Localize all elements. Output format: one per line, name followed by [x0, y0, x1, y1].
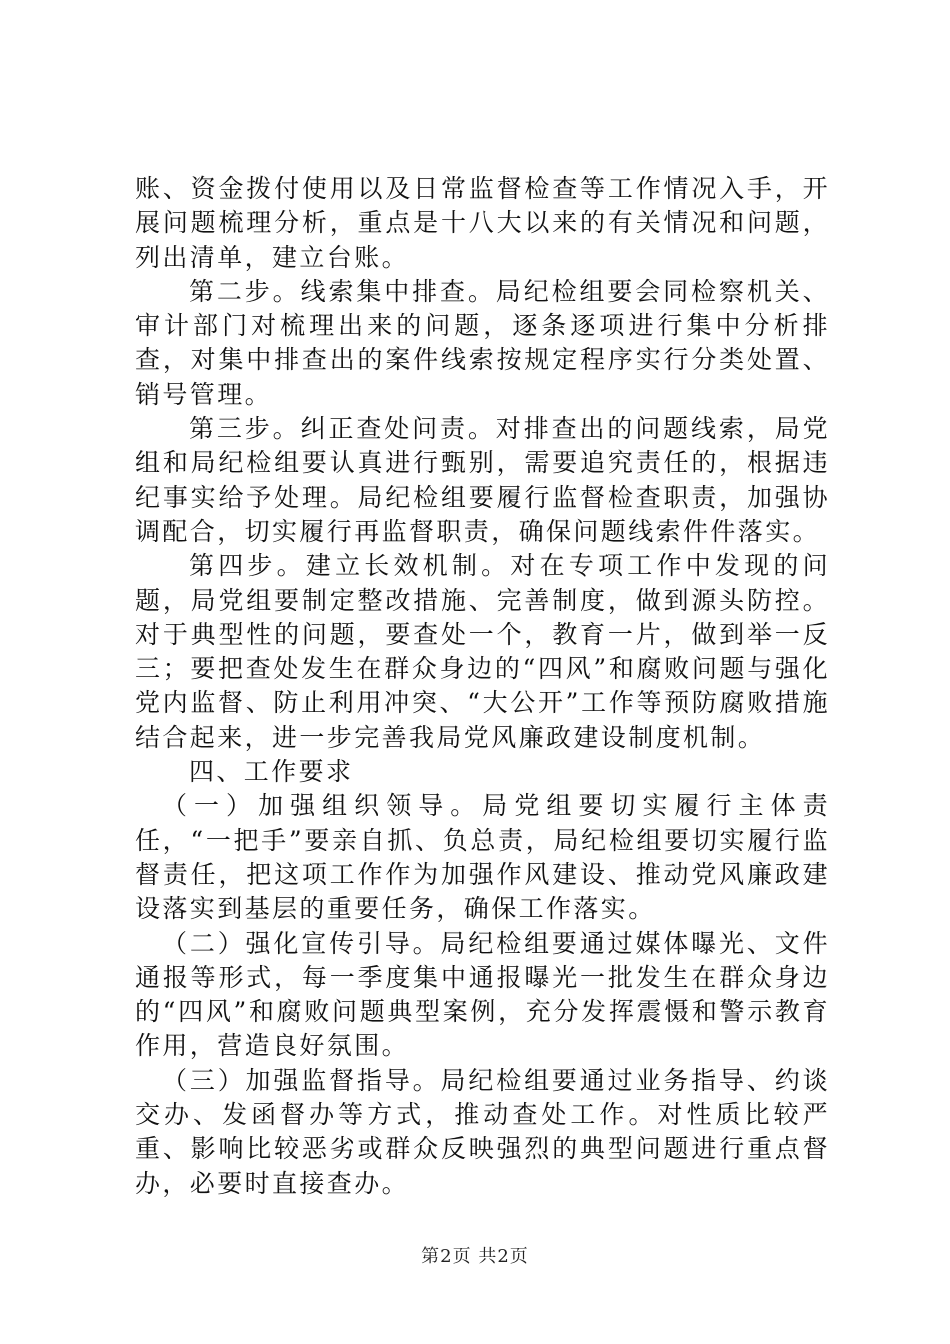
page-number-footer: 第2页 共2页: [421, 1246, 529, 1267]
paragraph-step-four: 第四步。建立长效机制。对在专项工作中发现的问题，局党组要制定整改措施、完善制度，做到源头防控。对于典型性的问题，要查处一个，教育一片，做到举一反三；要把查处发生在群众身边的“四风”和腐败问题与强化党内监督、防止利用冲突、“大公开”工作等预防腐败措施结合起来，进一步完善我局党风廉政建设制度机制。: [135, 551, 830, 752]
paragraph-requirement-two: （二）强化宣传引导。局纪检组要通过媒体曝光、文件通报等形式，每一季度集中通报曝光一批发生在群众身边的“四风”和腐败问题典型案例，充分发挥震慑和警示教育作用，营造良好氛围。: [135, 928, 830, 1061]
paragraph-step-three: 第三步。纠正查处问责。对排查出的问题线索，局党组和局纪检组要认真进行甄别，需要追究责任的，根据违纪事实给予处理。局纪检组要履行监督检查职责，加强协调配合，切实履行再监督职责，确保问题线索件件落实。: [135, 414, 830, 546]
section-heading-work-requirements: 四、工作要求: [189, 757, 354, 787]
paragraph-step-two: 第二步。线索集中排查。局纪检组要会同检察机关、审计部门对梳理出来的问题，逐条逐项进行集中分析排查，对集中排查出的案件线索按规定程序实行分类处置、销号管理。: [135, 276, 830, 409]
paragraph-continuation: 账、资金拨付使用以及日常监督检查等工作情况入手，开展问题梳理分析，重点是十八大以来的有关情况和问题，列出清单，建立台账。: [135, 174, 830, 272]
paragraph-requirement-one: （一）加强组织领导。局党组要切实履行主体责任，“一把手”要亲自抓、负总责，局纪检组要切实履行监督责任，把这项工作作为加强作风建设、推动党风廉政建设落实到基层的重要任务，确保工作落实。: [135, 791, 830, 924]
paragraph-requirement-three: （三）加强监督指导。局纪检组要通过业务指导、约谈交办、发函督办等方式，推动查处工作。对性质比较严重、影响比较恶劣或群众反映强烈的典型问题进行重点督办，必要时直接查办。: [135, 1065, 830, 1198]
document-body: [135, 172, 830, 1201]
